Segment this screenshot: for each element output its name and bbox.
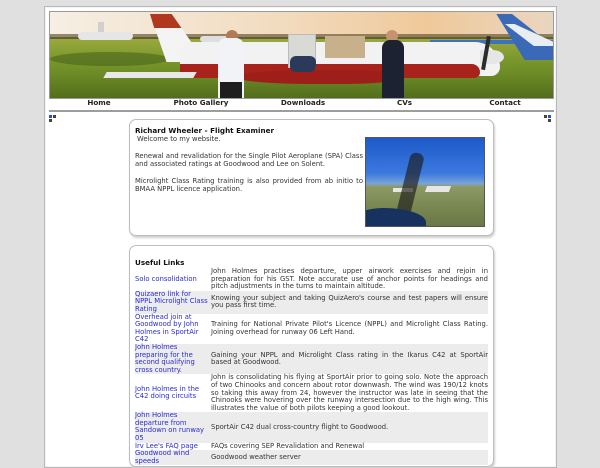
link-cross-country-prep[interactable]: John Holmes preparing for the second qualifying cross country. [135,344,210,374]
link-quizaero[interactable]: Quizaero link for NPPL Microlight Class Rating [135,291,210,314]
engine-cowl [365,208,426,227]
person-leaning [290,56,316,72]
table-row [135,314,488,344]
welcome-panel [129,119,494,236]
table-row [135,450,488,465]
runway-marking [425,186,451,192]
plane-wing [235,70,395,84]
welcome-title: Richard Wheeler - Flight Examiner [135,126,275,135]
link-description: John Holmes practises departure, upper airwork exercises and rejoin in preparation for his GST. Note accurate use of anchor points for headings and pitch adjustments in the turns to maintain altitude. [211,267,488,291]
nav-home[interactable]: Home [87,98,111,107]
plane-tailplane [103,72,196,78]
welcome-paragraph: Microlight Class Rating training is also provided from ab initio to BMAA NPPL licence application. [135,176,363,193]
runway-photo [365,137,485,227]
link-solo-consolidation[interactable]: Solo consolidation [135,274,197,283]
link-description: Gaining your NPPL and Microlight Class rating in the Ikarus C42 at SportAir based at Goodwood. [210,344,488,374]
table-row [135,268,488,291]
link-description: Training for National Private Pilot's Licence (NPPL) and Microlight Class Rating. Joining overhead for runway 06 Left Hand. [211,320,488,336]
table-row [135,374,488,412]
link-description: Goodwood weather server [210,450,488,465]
corner-squares-icon [544,115,552,123]
link-description: John is consolidating his flying at SportAir prior to going solo. Note the approach of two Chinooks and concern about rotor downwash. The wind was 190/12 knots so taking this away from 24, however the instructor was late in seeing that the Chinooks were hovering over the runway intersection due to the high wing. This illustrates the value of both pilots keeping a good lookout. [211,373,488,412]
useful-links-table [135,268,488,465]
page-container [44,6,557,468]
welcome-greeting: Welcome to my website. [137,135,221,143]
banner-shadow [50,52,170,66]
useful-links-title: Useful Links [135,258,185,267]
welcome-paragraph: Renewal and revalidation for the Single Pilot Aeroplane (SPA) Class and associated ratings at Goodwood and Lee on Solent. [135,151,363,168]
link-sandown-departure[interactable]: John Holmes departure from Sandown on runway 05 [135,412,210,442]
link-description: FAQs covering SEP Revalidation and Renewal [211,441,365,450]
link-overhead-join[interactable]: Overhead join at Goodwood by John Holmes in SportAir C42 [135,312,199,344]
main-nav [49,98,554,112]
nav-cvs[interactable]: CVs [396,98,413,107]
nav-downloads[interactable]: Downloads [280,98,326,107]
table-row [135,412,488,442]
link-irv-lee-faq[interactable]: Irv Lee's FAQ page [135,441,198,450]
corner-squares-icon [49,115,57,123]
useful-links-panel [129,245,494,467]
nav-photo-gallery[interactable]: Photo Gallery [173,98,229,107]
link-c42-circuits[interactable]: John Holmes in the C42 doing circuits [135,384,200,401]
link-goodwood-wind[interactable]: Goodwood wind speeds [135,450,210,465]
link-description: SportAir C42 dual cross-country flight to Goodwood. [210,412,488,442]
link-description: Knowing your subject and taking QuizAero's course and test papers will ensure you pass first time. [210,291,488,314]
background-plane [78,32,133,40]
person-legs [220,82,242,98]
nav-contact[interactable]: Contact [489,98,521,107]
person-dark-suit [382,40,404,98]
table-row [135,344,488,374]
plane-window [325,36,365,58]
table-row [135,291,488,314]
welcome-text [135,126,363,202]
header-banner-image [49,11,554,99]
